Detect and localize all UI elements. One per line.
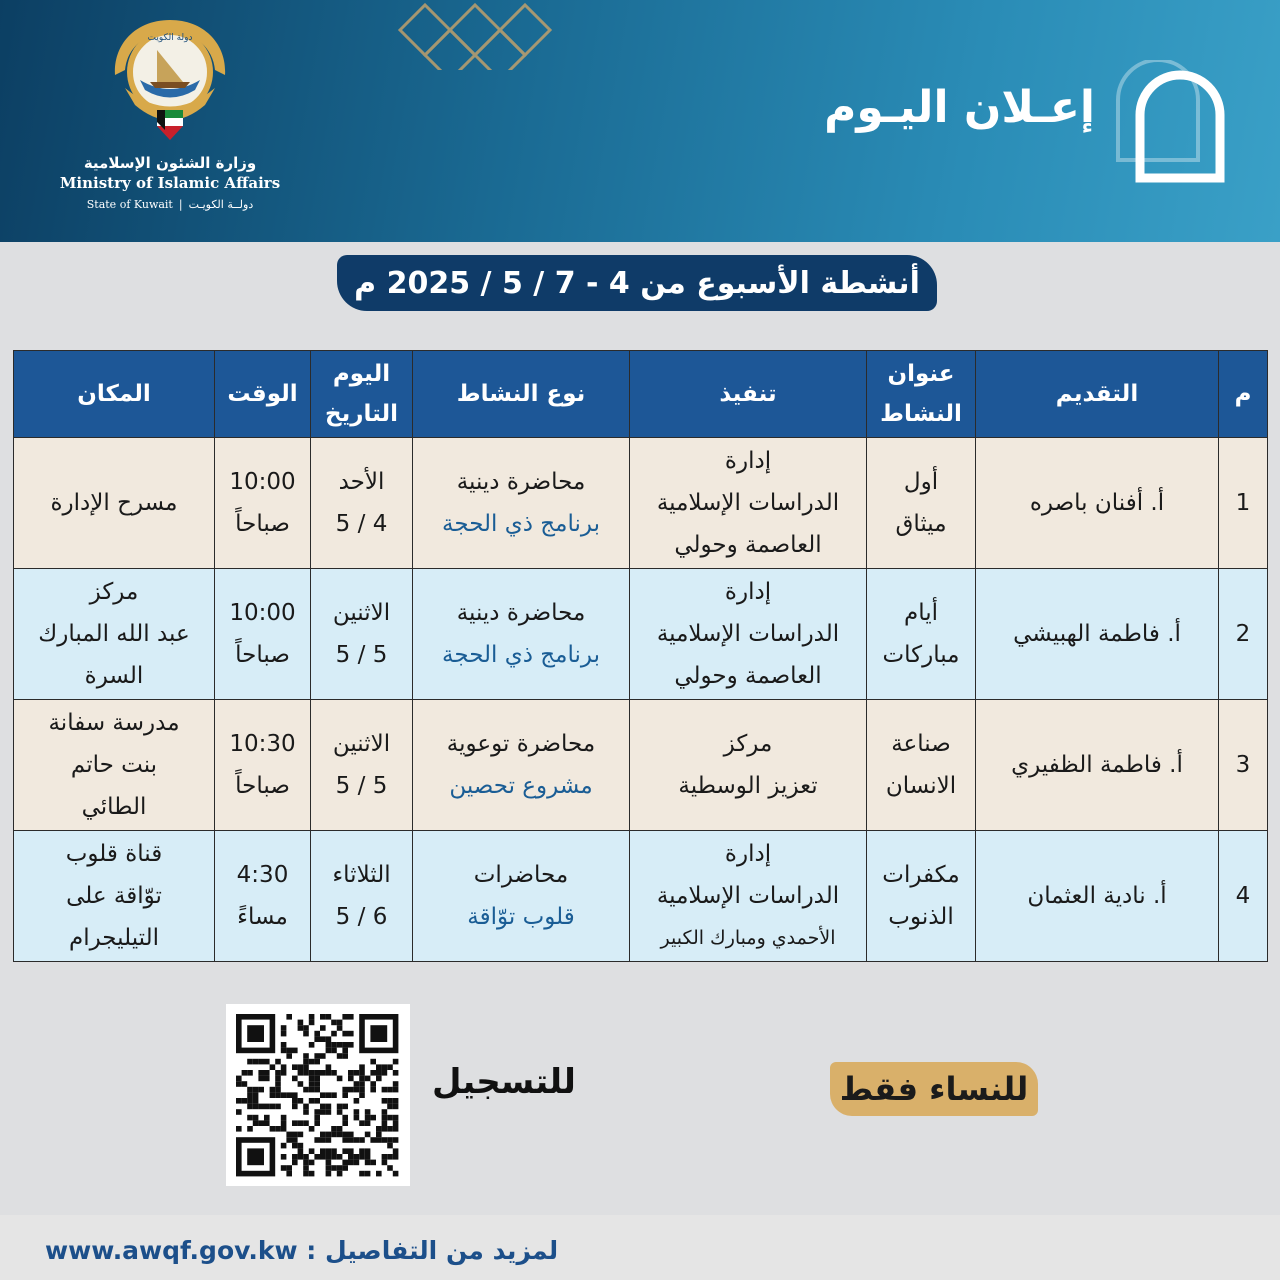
execution-line: الدراسات الإسلامية — [656, 490, 840, 516]
date: 5 / 5 — [335, 642, 388, 668]
title-line: صناعة — [891, 731, 951, 757]
cell-title — [867, 438, 976, 569]
header-activity-type: نوع النشاط — [413, 351, 630, 438]
place-line: بنت حاتم — [70, 752, 158, 778]
place-line: توّاقة على — [66, 883, 162, 909]
day: الاثنين — [332, 600, 391, 626]
cell-execution — [630, 438, 867, 569]
islamic-pattern-decoration — [390, 0, 560, 70]
cell-presenter: أ. أفنان باصره — [976, 438, 1219, 569]
place-line: قناة قلوب — [65, 841, 163, 867]
women-only-badge: للنساء فقط — [830, 1062, 1038, 1116]
execution-line: العاصمة وحولي — [674, 532, 822, 558]
header-day-line1: اليوم — [332, 361, 391, 387]
cell-type — [413, 831, 630, 962]
execution-line: الدراسات الإسلامية — [656, 621, 840, 647]
title-line: مكفرات — [882, 862, 960, 888]
cell-type — [413, 438, 630, 569]
period: صباحاً — [235, 642, 290, 668]
cell-day-date — [311, 700, 413, 831]
type-main: محاضرة دينية — [456, 600, 586, 626]
state-name-arabic: دولــة الكويـت — [188, 198, 254, 211]
type-sub: قلوب توّاقة — [467, 904, 575, 930]
cell-day-date — [311, 569, 413, 700]
execution-line: العاصمة وحولي — [674, 663, 822, 689]
place-line: السرة — [84, 663, 144, 689]
execution-line: إدارة — [724, 841, 772, 867]
cell-presenter: أ. فاطمة الظفيري — [976, 700, 1219, 831]
header-day-line2: التاريخ — [325, 401, 398, 427]
place-line: التيليجرام — [68, 925, 159, 951]
place-line: الطائي — [81, 794, 147, 820]
cell-day-date — [311, 831, 413, 962]
date: 4 / 5 — [335, 511, 388, 537]
title-line: الانسان — [885, 773, 957, 799]
header-time: الوقت — [215, 351, 311, 438]
cell-time — [215, 438, 311, 569]
header-activity-title — [867, 351, 976, 438]
time: 10:00 — [229, 469, 296, 495]
cell-time — [215, 831, 311, 962]
type-main: محاضرات — [473, 862, 569, 888]
title-line: الذنوب — [888, 904, 954, 930]
place-line: عبد الله المبارك — [38, 621, 190, 647]
state-separator: | — [178, 198, 183, 211]
cell-type — [413, 569, 630, 700]
day: الاثنين — [332, 731, 391, 757]
header-execution: تنفيذ — [630, 351, 867, 438]
ministry-logo — [40, 10, 300, 230]
header-banner — [0, 0, 1280, 242]
header-place: المكان — [14, 351, 215, 438]
emblem-banner-text: دولة الكويت — [147, 33, 193, 43]
cell-execution — [630, 569, 867, 700]
ministry-name-english: Ministry of Islamic Affairs — [59, 174, 281, 192]
cell-title — [867, 569, 976, 700]
cell-num: 3 — [1219, 700, 1268, 831]
week-title-banner: أنشطة الأسبوع من 4 - 7 / 5 / 2025 م — [337, 255, 937, 311]
execution-line: إدارة — [724, 579, 772, 605]
type-sub: مشروع تحصين — [449, 773, 593, 799]
place-line: مسرح الإدارة — [50, 490, 178, 516]
title-line: أول — [903, 469, 939, 495]
cell-num: 1 — [1219, 438, 1268, 569]
footer-website-text[interactable]: www.awqf.gov.kw : لمزيد من التفاصيل — [45, 1236, 559, 1265]
period: صباحاً — [235, 773, 290, 799]
time: 10:00 — [229, 600, 296, 626]
execution-line: الدراسات الإسلامية — [656, 883, 840, 909]
cell-num: 2 — [1219, 569, 1268, 700]
time: 4:30 — [236, 862, 289, 888]
state-name-english: State of Kuwait — [86, 198, 173, 211]
execution-line: الأحمدي ومبارك الكبير — [660, 927, 836, 949]
title-line: مباركات — [882, 642, 960, 668]
header-title-line1: عنوان — [887, 361, 955, 387]
cell-time — [215, 569, 311, 700]
time: 10:30 — [229, 731, 296, 757]
table-row — [14, 438, 1268, 569]
table-row — [14, 700, 1268, 831]
cell-title — [867, 831, 976, 962]
cell-place — [14, 700, 215, 831]
cell-place — [14, 831, 215, 962]
table-row — [14, 831, 1268, 962]
execution-line: مركز — [723, 731, 773, 757]
kuwait-emblem-icon — [105, 10, 235, 150]
qr-code-icon — [226, 1004, 410, 1186]
table-row — [14, 569, 1268, 700]
cell-time — [215, 700, 311, 831]
period: صباحاً — [235, 511, 290, 537]
cell-presenter: أ. فاطمة الهبيشي — [976, 569, 1219, 700]
announcement-title: إعـلان اليـوم — [824, 82, 1095, 133]
header-presenter: التقديم — [976, 351, 1219, 438]
day: الأحد — [338, 469, 385, 495]
date: 6 / 5 — [335, 904, 388, 930]
cell-title — [867, 700, 976, 831]
date: 5 / 5 — [335, 773, 388, 799]
register-label: للتسجيل — [432, 1062, 576, 1102]
registration-qr-code[interactable] — [226, 1004, 410, 1186]
title-line: ميثاق — [895, 511, 947, 537]
cell-execution — [630, 831, 867, 962]
title-line: أيام — [903, 600, 939, 626]
header-day-date — [311, 351, 413, 438]
cell-presenter: أ. نادية العثمان — [976, 831, 1219, 962]
state-line — [40, 198, 300, 211]
cell-num: 4 — [1219, 831, 1268, 962]
period: مساءً — [237, 904, 288, 930]
cell-place — [14, 438, 215, 569]
header-num: م — [1219, 351, 1268, 438]
day: الثلاثاء — [332, 862, 391, 888]
type-main: محاضرة توعوية — [446, 731, 596, 757]
cell-place — [14, 569, 215, 700]
type-main: محاضرة دينية — [456, 469, 586, 495]
activities-table — [13, 350, 1268, 962]
type-sub: برنامج ذي الحجة — [442, 511, 600, 537]
place-line: مركز — [89, 579, 139, 605]
header-title-line2: النشاط — [880, 401, 962, 427]
cell-type — [413, 700, 630, 831]
place-line: مدرسة سفانة — [48, 710, 180, 736]
table-header-row — [14, 351, 1268, 438]
ministry-name-arabic: وزارة الشئون الإسلامية — [83, 154, 257, 172]
execution-line: إدارة — [724, 448, 772, 474]
cell-day-date — [311, 438, 413, 569]
type-sub: برنامج ذي الحجة — [442, 642, 600, 668]
cell-execution — [630, 700, 867, 831]
execution-line: تعزيز الوسطية — [678, 773, 818, 799]
arch-icon — [1110, 60, 1230, 185]
